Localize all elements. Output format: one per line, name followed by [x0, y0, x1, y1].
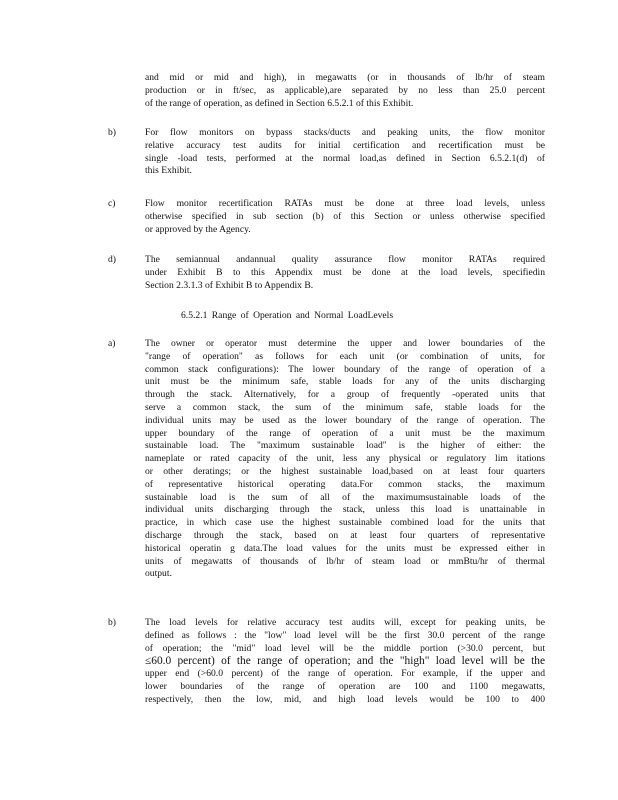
text-line: defined as follows : the "low" load level will be the first 30.0 percent of the range: [145, 629, 545, 641]
text-line: of the range of operation, as defined in Section 6.5.2.1 of this Exhibit.: [145, 97, 414, 109]
text-line: and mid or mid and high), in megawatts (or in thousands of lb/hr of steam: [145, 72, 545, 83]
item-b-bypass-paragraph: [145, 127, 545, 178]
section-heading: 6.5.2.1 Range of Operation and Normal LoadLevels: [181, 310, 394, 321]
text-line: output.: [145, 568, 172, 580]
item-b-load-levels-paragraph: [145, 617, 545, 707]
text-line: under Exhibit B to this Appendix must be done at the load levels, specifiedin: [145, 266, 545, 278]
text-line: sustainable load. The "maximum sustainable load" is the higher of either: the: [145, 440, 545, 452]
text-line: The owner or operator must determine the upper and lower boundaries of the: [145, 338, 545, 349]
text-line: respectively, then the low, mid, and high load levels would be 100 to 400: [145, 693, 545, 705]
text-line: or approved by the Agency.: [145, 223, 251, 235]
text-line: nameplate or rated capacity of the unit, less any physical or regulatory lim itations: [145, 453, 545, 465]
text-line: historical operatin g data.The load values for the units must be expressed either in: [145, 542, 545, 554]
text-line: practice, in which case use the highest sustainable combined load for the units that: [145, 517, 545, 529]
text-line: For flow monitors on bypass stacks/ducts and peaking units, the flow monitor: [145, 127, 545, 138]
text-line: The semiannual andannual quality assurance flow monitor RATAs required: [145, 254, 545, 265]
text-line: lower boundaries of the range of operation are 100 and 1100 megawatts,: [145, 680, 545, 692]
item-marker-b-load-levels: b): [108, 617, 116, 628]
item-marker-b-bypass: b): [108, 127, 116, 138]
text-line: individual units may be used as the lower boundary of the range of operation. The: [145, 414, 545, 426]
text-line: Flow monitor recertification RATAs must be done at three load levels, unless: [145, 198, 545, 209]
text-line: "range of operation" as follows for each unit (or combination of units, for: [145, 350, 545, 362]
text-line: serve a common stack, the sum of the minimum safe, stable loads for the: [145, 401, 545, 413]
text-line: through the stack. Alternatively, for a group of frequently -operated units that: [145, 389, 545, 401]
item-marker-d: d): [108, 254, 116, 265]
text-line: common stack configurations): The lower boundary of the range of operation of a: [145, 363, 545, 375]
text-line: discharge through the stack, based on at least four quarters of representative: [145, 529, 545, 541]
text-line: Section 2.3.1.3 of Exhibit B to Appendix B.: [145, 279, 314, 291]
text-line: otherwise specified in sub section (b) of this Section or unless otherwise specified: [145, 210, 545, 222]
intro-paragraph: [145, 72, 545, 110]
text-line: single -load tests, performed at the normal load,as defined in Section 6.5.2.1(d) of: [145, 152, 545, 164]
item-marker-a: a): [108, 338, 116, 349]
text-line: units of megawatts of thousands of lb/hr of steam load or mmBtu/hr of thermal: [145, 555, 545, 567]
item-a-paragraph: [145, 338, 545, 581]
text-line: individual units discharging through the stack, unless this load is unattainable in: [145, 504, 545, 516]
text-line: upper end (>60.0 percent) of the range of operation. For example, if the upper and: [145, 668, 545, 680]
text-line: or other deratings; or the highest sustainable load,based on at least four quarters: [145, 465, 545, 477]
text-line: of operation; the "mid" load level will be the middle portion (>30.0 percent, but: [145, 642, 545, 654]
item-marker-c: c): [108, 198, 116, 209]
text-line: this Exhibit.: [145, 165, 192, 177]
text-line: ≤60.0 percent) of the range of operation; and the "high" load level will be the: [145, 655, 545, 668]
item-d-paragraph: [145, 254, 545, 292]
text-line: The load levels for relative accuracy test audits will, except for peaking units, be: [145, 617, 545, 628]
text-line: sustainable load is the sum of all of the maximumsustainable loads of the: [145, 491, 545, 503]
text-line: of representative historical operating data.For common stacks, the maximum: [145, 478, 545, 490]
text-line: unit must be the minimum safe, stable loads for any of the units discharging: [145, 376, 545, 388]
text-line: production or in ft/sec, as applicable),are separated by no less than 25.0 percent: [145, 84, 545, 96]
item-c-paragraph: [145, 198, 545, 236]
text-line: relative accuracy test audits for initial certification and recertification must be: [145, 139, 545, 151]
text-line: upper boundary of the range of operation of a unit must be the maximum: [145, 427, 545, 439]
